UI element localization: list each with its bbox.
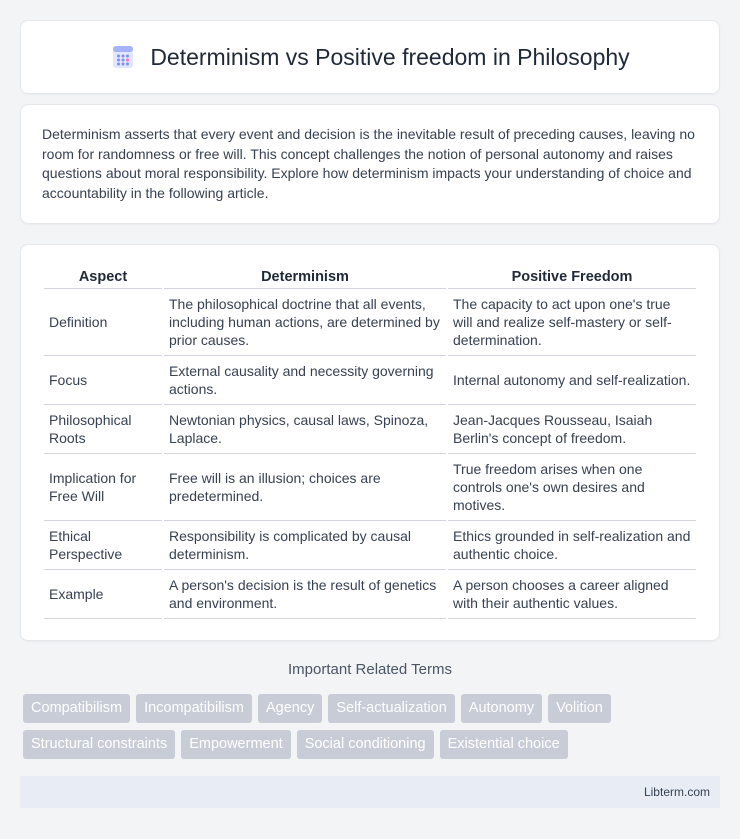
related-terms-title: Important Related Terms: [288, 661, 452, 678]
comparison-table: [42, 265, 698, 619]
cell-positive-freedom: A person chooses a career aligned with their authentic values.: [448, 570, 696, 619]
table-row: [44, 356, 696, 405]
cell-determinism: A person's decision is the result of genetics and environment.: [164, 570, 446, 619]
column-header-positive-freedom: Positive Freedom: [448, 265, 696, 289]
cell-aspect: Philosophical Roots: [44, 405, 162, 454]
column-header-determinism: Determinism: [164, 265, 446, 289]
term-tag[interactable]: Existential choice: [440, 730, 568, 759]
cell-positive-freedom: The capacity to act upon one's true will and realize self-mastery or self-determination.: [448, 289, 696, 356]
table-row: [44, 454, 696, 521]
term-tag[interactable]: Structural constraints: [23, 730, 175, 759]
table-header-row: [44, 265, 696, 289]
term-tag[interactable]: Social conditioning: [297, 730, 434, 759]
term-tag[interactable]: Volition: [548, 694, 611, 723]
cell-determinism: Newtonian physics, causal laws, Spinoza, Laplace.: [164, 405, 446, 454]
cell-determinism: Responsibility is complicated by causal determinism.: [164, 521, 446, 570]
cell-aspect: Definition: [44, 289, 162, 356]
intro-text: Determinism asserts that every event and decision is the inevitable result of preceding causes, leaving no room for randomness or free will. This concept challenges the notion of personal autonomy and raises questions about moral responsibility. Explore how determinism impacts your understanding of choice and accountability in the following article.: [42, 126, 695, 201]
comparison-table-card: [20, 244, 720, 641]
term-tag[interactable]: Empowerment: [181, 730, 290, 759]
footer: [20, 776, 720, 808]
table-row: [44, 289, 696, 356]
related-terms-list: [23, 694, 723, 759]
cell-determinism: The philosophical doctrine that all events, including human actions, are determined by prior causes.: [164, 289, 446, 356]
term-tag[interactable]: Agency: [258, 694, 322, 723]
term-tag[interactable]: Incompatibilism: [136, 694, 252, 723]
page-title: Determinism vs Positive freedom in Philosophy: [150, 43, 630, 70]
cell-positive-freedom: Ethics grounded in self-realization and authentic choice.: [448, 521, 696, 570]
footer-site-link[interactable]: Libterm.com: [643, 785, 710, 799]
column-header-aspect: Aspect: [44, 265, 162, 289]
cell-aspect: Focus: [44, 356, 162, 405]
cell-aspect: Example: [44, 570, 162, 619]
term-tag[interactable]: Self-actualization: [328, 694, 454, 723]
cell-positive-freedom: True freedom arises when one controls one's own desires and motives.: [448, 454, 696, 521]
title-card: [20, 20, 720, 94]
term-tag[interactable]: Autonomy: [461, 694, 542, 723]
table-row: [44, 405, 696, 454]
cell-aspect: Ethical Perspective: [44, 521, 162, 570]
calculator-grid-icon: [110, 44, 136, 70]
intro-card: [20, 104, 720, 224]
cell-aspect: Implication for Free Will: [44, 454, 162, 521]
table-row: [44, 521, 696, 570]
cell-determinism: External causality and necessity governing actions.: [164, 356, 446, 405]
cell-positive-freedom: Internal autonomy and self-realization.: [448, 356, 696, 405]
cell-positive-freedom: Jean-Jacques Rousseau, Isaiah Berlin's concept of freedom.: [448, 405, 696, 454]
term-tag[interactable]: Compatibilism: [23, 694, 130, 723]
cell-determinism: Free will is an illusion; choices are predetermined.: [164, 454, 446, 521]
table-row: [44, 570, 696, 619]
